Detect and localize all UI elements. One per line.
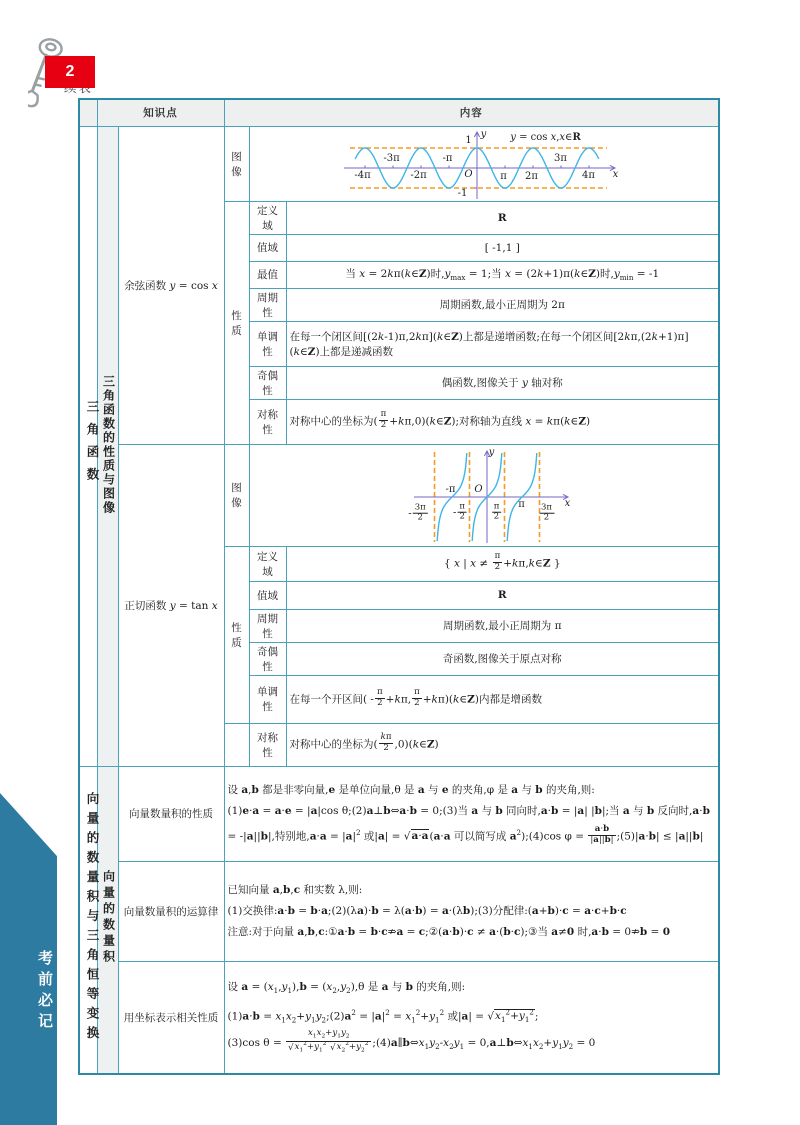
row-value: 在每一个开区间( - $\frac{\pi}{2}$ +kπ, $\frac{\pi}{2}$ +kπ)(k∈Z)内都是增函数 <box>286 675 719 723</box>
cos-props-label: 性质 <box>224 201 249 444</box>
row-label: 值域 <box>249 581 286 609</box>
graph-tick-label: 1 <box>465 134 472 146</box>
graph-tick-label: O <box>464 168 473 180</box>
row-label: 定义域 <box>249 546 286 581</box>
row-label: 奇偶性 <box>249 366 286 399</box>
graph-tick-label: - $\frac{\pi}{2}$ <box>453 501 465 522</box>
graph-tick-label: 2π <box>525 170 538 182</box>
vec-row-label: 向量数量积的性质 <box>118 766 224 861</box>
row-value: 周期函数,最小正周期为 2π <box>286 288 719 321</box>
formula-line: 已知向量 a,b,c 和实数 λ,则: <box>227 883 363 896</box>
table-row <box>79 126 719 201</box>
table-row <box>79 766 719 861</box>
row-value: 当 x = 2kπ(k∈Z)时$,y_{max} = 1$;当 x = (2k+1)π(k∈Z)时$,y_{min} = -1$ <box>286 261 719 288</box>
tan-graph <box>400 447 575 545</box>
graph-tick-label: x <box>612 168 619 180</box>
chapter-tab-label: 考前必记 <box>36 950 53 1034</box>
row-value: R <box>286 581 719 609</box>
group-trig <box>79 126 100 766</box>
tan-props-label: 性质 <box>224 546 249 723</box>
graph-tick-label: 4π <box>582 169 595 181</box>
row-label: 单调性 <box>249 675 286 723</box>
cos-graph-label: 图像 <box>224 126 249 201</box>
tan-graph-cell <box>249 444 719 546</box>
graph-tick-label: 3π <box>554 152 567 164</box>
row-value: 在每一个闭区间[(2k-1)π,2kπ](k∈Z)上都是递增函数;在每一个闭区间[2kπ,(2k+1)π](k∈Z)上都是递减函数 <box>286 321 719 366</box>
cos-graph-cell <box>249 126 719 201</box>
row-label: 周期性 <box>249 609 286 642</box>
vec-row-label: 用坐标表示相关性质 <box>118 961 224 1074</box>
graph-tick-label: π <box>500 170 507 182</box>
row-value: 奇函数,图像关于原点对称 <box>286 642 719 675</box>
graph-tick-label: -π <box>442 152 453 164</box>
formula-line: 注意:对于向量 a,b,c:①a·b = b·c⇏a = c;②(a·b)·c ≠ a·(b·c);③当 a≠0 时,a·b = 0⇏b = 0 <box>227 925 671 938</box>
tan-curve-svg <box>400 447 575 545</box>
group-vector-label: 向量的数量积与三角恒等变换 <box>85 791 100 1045</box>
cos-graph <box>320 128 620 201</box>
cos-function-name: 余弦函数 y = cos x <box>118 126 224 444</box>
subgroup-trig <box>97 126 118 766</box>
graph-tick-label: -2π <box>410 169 427 181</box>
graph-tick-label: -1 <box>457 187 468 199</box>
formula-line: (1)交换律:a·b = b·a;(2)(λa)·b = λ(a·b) = a·(λb);(3)分配律:(a+b)·c = a·c+b·c <box>227 904 627 917</box>
vec-row-label: 向量数量积的运算律 <box>118 861 224 961</box>
graph-tick-label: $\frac{\pi}{2}$ <box>493 501 500 522</box>
graph-tick-label: y = cos x,x∈R <box>510 131 581 143</box>
content-table <box>78 98 720 1075</box>
graph-tick-label: -π <box>445 483 456 495</box>
vec-row-content <box>224 766 719 861</box>
graph-tick-label: π <box>518 498 525 510</box>
row-label: 周期性 <box>249 288 286 321</box>
formula-line: $(1)a\cdot b = x_1x_2+y_1y_2;(2)a^2 = |a|^2 = x_1^2+y_1^2$ 或$|a| = √x_1^2+y_1^2$; <box>227 1007 539 1025</box>
graph-tick-label: x <box>564 497 571 509</box>
formula-line: (3)cos θ = $\frac{x_1x_2+y_1y_2}{√x_1^2+y_1^2 √x_2^2+y_2^2}$ $;(4)a\parallel b\Leftrightarrow x_1y_2-x_2y_1$ = $0,a\perp b\Leftrightarrow x_1x_2+y_1y_2 = 0$ <box>227 1028 596 1055</box>
graph-tick-label: $\frac{3\pi}{2}$ <box>541 502 552 523</box>
table-row <box>79 961 719 1074</box>
row-label: 奇偶性 <box>249 642 286 675</box>
header-knowledge: 知识点 <box>97 99 224 126</box>
formula-line: (1)e·a = a·e = |a|cos θ;(2)a⊥b⇔a·b = 0;(3)当 a 与 b 同向时,a·b = |a| |b|;当 a 与 b 反向时,a·b = -|a||b|,特别地$,a\cdot a = |a|^2$ 或|a| = √a·a(a·a 可以简写成 $a^2);(4)\cos$ φ = $\frac{a\cdot b}{|a||b|}$ ;(5)|a·b| ≤ |a||b| <box>227 804 710 845</box>
row-value: 偶函数,图像关于 y 轴对称 <box>286 366 719 399</box>
tan-function-name: 正切函数 y = tan x <box>118 444 224 766</box>
table-row <box>79 444 719 546</box>
row-value: { x | x ≠ $\frac{\pi}{2}$ +kπ,k∈Z } <box>286 546 719 581</box>
formula-line: 设 a,b 都是非零向量,e 是单位向量,θ 是 a 与 e 的夹角,φ 是 a 与 b 的夹角,则: <box>227 783 595 796</box>
table-row <box>79 861 719 961</box>
header-content: 内容 <box>224 99 719 126</box>
graph-tick-label: O <box>474 483 483 495</box>
subgroup-vector-label: 向量的数量积 <box>101 870 116 967</box>
row-label: 单调性 <box>249 321 286 366</box>
vec-row-content <box>224 961 719 1074</box>
group-vector <box>79 766 100 1074</box>
empty-cell <box>224 723 249 766</box>
row-value: 对称中心的坐标为( $\frac{\pi}{2}$ +kπ,0)(k∈Z);对称轴为直线 x = kπ(k∈Z) <box>286 399 719 444</box>
row-label: 对称性 <box>249 399 286 444</box>
graph-tick-label: - $\frac{3\pi}{2}$ <box>408 502 426 523</box>
row-value: R <box>286 201 719 234</box>
row-label: 值域 <box>249 234 286 261</box>
graph-tick-label: -3π <box>383 152 400 164</box>
group-trig-label: 三角函数 <box>85 399 100 490</box>
row-value: 周期函数,最小正周期为 π <box>286 609 719 642</box>
table-header-row <box>79 99 719 126</box>
header-corner-cell <box>79 99 97 126</box>
subgroup-trig-label: 三角函数的性质与图像 <box>101 374 116 515</box>
graph-tick-label: y <box>488 446 495 458</box>
tan-graph-label: 图像 <box>224 444 249 546</box>
row-value: [ -1,1 ] <box>286 234 719 261</box>
formula-line: 设 $a = (x_1,y_1),b = (x_2,y_2),\theta$ 是 a 与 b 的夹角,则: <box>227 981 466 996</box>
row-value: 对称中心的坐标为( $\frac{k\pi}{2}$ ,0)(k∈Z) <box>286 723 719 766</box>
row-label: 最值 <box>249 261 286 288</box>
vec-row-content <box>224 861 719 961</box>
row-label: 对称性 <box>249 723 286 766</box>
graph-tick-label: y <box>480 128 487 140</box>
row-label: 定义域 <box>249 201 286 234</box>
page-number-badge: 2 <box>45 56 95 88</box>
graph-tick-label: -4π <box>354 169 371 181</box>
